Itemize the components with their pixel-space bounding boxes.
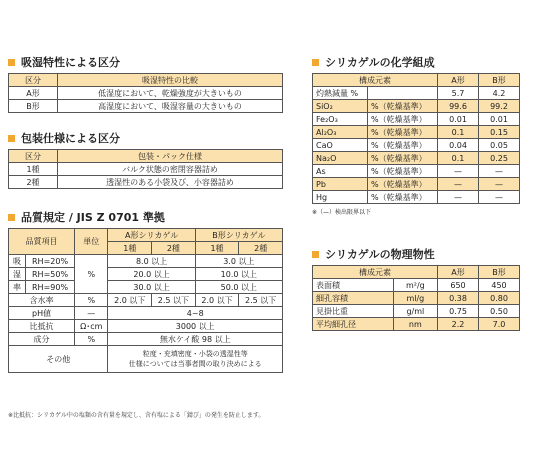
comp-unit: % — [75, 333, 108, 346]
rh-b-value: 3.0 以上 — [195, 255, 282, 268]
table-row — [9, 294, 283, 307]
chemical-note: ※（—）検出限界以下 — [312, 209, 372, 216]
table-row — [313, 191, 520, 204]
table-row — [9, 268, 283, 281]
table-row — [9, 176, 283, 189]
chemical-a-cell: — — [438, 178, 479, 191]
chemical-name-cell: As — [313, 165, 368, 178]
resist-label: 比抵抗 — [9, 320, 75, 333]
chemical-title-row — [312, 55, 520, 69]
rh-a-value: 30.0 以上 — [108, 281, 195, 294]
table-row — [313, 139, 520, 152]
table-row — [9, 100, 283, 113]
physical-b-cell: 7.0 — [479, 318, 520, 331]
packaging-cell: 1種 — [9, 163, 58, 176]
other-line-2: 仕様については当事者間の取り決めによる — [128, 360, 262, 368]
section-marker-icon — [8, 59, 15, 66]
quality-header-b2: 2種 — [239, 242, 283, 255]
physical-header-a: A形 — [438, 266, 479, 279]
absorption-title: 吸湿特性による区分 — [21, 56, 120, 69]
table-row — [9, 255, 283, 268]
comp-value: 無水ケイ酸 98 以上 — [108, 333, 283, 346]
physical-name-cell: 見掛比重 — [313, 305, 394, 318]
quality-header-a1: 1種 — [108, 242, 152, 255]
chemical-title: シリカゲルの化学組成 — [325, 56, 435, 69]
physical-b-cell: 450 — [479, 279, 520, 292]
chemical-section — [312, 55, 520, 216]
table-row — [313, 100, 520, 113]
chemical-basis-cell: %（乾燥基準） — [367, 165, 437, 178]
other-value — [108, 346, 283, 373]
chemical-b-cell: 99.2 — [479, 100, 520, 113]
packaging-section — [8, 131, 283, 189]
chemical-basis-cell: %（乾燥基準） — [367, 100, 437, 113]
chemical-name-cell: Al₂O₃ — [313, 126, 368, 139]
chemical-name-cell: 灼熱減量 % — [313, 87, 368, 100]
rh-label: RH=50% — [26, 268, 75, 281]
table-row — [313, 318, 520, 331]
table-row — [313, 87, 520, 100]
absorption-cell: 低湿度において、乾燥強度が大きいもの — [58, 87, 283, 100]
chemical-basis-cell: %（乾燥基準） — [367, 126, 437, 139]
water-value: 2.0 以下 — [108, 294, 152, 307]
table-row — [313, 126, 520, 139]
chemical-a-cell: — — [438, 191, 479, 204]
quality-header-a: A形シリカゲル — [108, 229, 195, 242]
water-label: 含水率 — [9, 294, 75, 307]
rh-label: RH=20% — [26, 255, 75, 268]
chemical-name-cell: Fe₂O₃ — [313, 113, 368, 126]
footnote-left: ※比抵抗：シリカゲル中の塩類の含有量を規定し、含有塩による「錆び」の発生を防止します。 — [8, 412, 265, 419]
table-row — [313, 152, 520, 165]
physical-unit-cell: nm — [393, 318, 437, 331]
chemical-name-cell: SiO₂ — [313, 100, 368, 113]
chemical-a-cell: 0.04 — [438, 139, 479, 152]
table-row — [9, 333, 283, 346]
packaging-cell: 透湿性のある小袋及び、小容器詰め — [58, 176, 283, 189]
quality-header-b1: 1種 — [195, 242, 239, 255]
table-row — [313, 305, 520, 318]
packaging-title-row — [8, 131, 283, 145]
physical-header-element: 構成元素 — [313, 266, 438, 279]
water-value: 2.0 以下 — [195, 294, 239, 307]
chemical-b-cell: — — [479, 165, 520, 178]
quality-section — [8, 210, 283, 373]
rh-a-value: 20.0 以上 — [108, 268, 195, 281]
quality-title: 品質規定 / JIS Z 0701 準拠 — [21, 211, 165, 224]
ph-unit: — — [75, 307, 108, 320]
physical-title-row — [312, 247, 520, 261]
resist-unit: Ω･cm — [75, 320, 108, 333]
table-row — [9, 163, 283, 176]
physical-a-cell: 650 — [438, 279, 479, 292]
physical-name-cell: 細孔容積 — [313, 292, 394, 305]
chemical-a-cell: 99.6 — [438, 100, 479, 113]
chemical-basis-cell: %（乾燥基準） — [367, 152, 437, 165]
chemical-header-b: B形 — [479, 74, 520, 87]
chemical-a-cell: — — [438, 165, 479, 178]
physical-a-cell: 0.75 — [438, 305, 479, 318]
physical-title: シリカゲルの物理物性 — [325, 248, 435, 261]
chemical-a-cell: 0.1 — [438, 152, 479, 165]
chemical-header-a: A形 — [438, 74, 479, 87]
chemical-b-cell: 4.2 — [479, 87, 520, 100]
chemical-a-cell: 0.1 — [438, 126, 479, 139]
chemical-b-cell: — — [479, 178, 520, 191]
physical-name-cell: 表面積 — [313, 279, 394, 292]
chemical-name-cell: Na₂O — [313, 152, 368, 165]
physical-unit-cell: m²/g — [393, 279, 437, 292]
absorption-section — [8, 55, 283, 113]
physical-a-cell: 0.38 — [438, 292, 479, 305]
table-row — [9, 307, 283, 320]
physical-unit-cell: g/ml — [393, 305, 437, 318]
chemical-b-cell: 0.01 — [479, 113, 520, 126]
quality-header-item: 品質項目 — [9, 229, 75, 255]
table-row — [9, 87, 283, 100]
physical-b-cell: 0.50 — [479, 305, 520, 318]
table-row — [313, 165, 520, 178]
table-row — [313, 292, 520, 305]
absorb-label-char: 吸 — [9, 255, 26, 268]
section-marker-icon — [312, 251, 319, 258]
absorption-cell: B形 — [9, 100, 58, 113]
chemical-a-cell: 5.7 — [438, 87, 479, 100]
quality-title-row — [8, 210, 283, 224]
quality-header-a2: 2種 — [152, 242, 196, 255]
section-marker-icon — [312, 59, 319, 66]
packaging-header-spec: 包装・パック仕様 — [58, 150, 283, 163]
rh-b-value: 10.0 以上 — [195, 268, 282, 281]
absorb-label-char: 湿 — [9, 268, 26, 281]
chemical-b-cell: 0.25 — [479, 152, 520, 165]
physical-unit-cell: ml/g — [393, 292, 437, 305]
table-row — [313, 178, 520, 191]
section-marker-icon — [8, 214, 15, 221]
absorb-label-char: 率 — [9, 281, 26, 294]
other-line-1: 粒度・充填密度・小袋の透湿性等 — [142, 350, 248, 358]
water-value: 2.5 以下 — [152, 294, 196, 307]
resist-value: 3000 以上 — [108, 320, 283, 333]
table-row — [313, 113, 520, 126]
comp-label: 成分 — [9, 333, 75, 346]
packaging-title: 包装仕様による区分 — [21, 132, 120, 145]
chemical-a-cell: 0.01 — [438, 113, 479, 126]
chemical-basis-cell: %（乾燥基準） — [367, 139, 437, 152]
ph-value: 4~8 — [108, 307, 283, 320]
chemical-b-cell: 0.15 — [479, 126, 520, 139]
water-unit: % — [75, 294, 108, 307]
other-label: その他 — [9, 346, 108, 373]
table-row — [9, 346, 283, 373]
water-value: 2.5 以下 — [239, 294, 283, 307]
section-marker-icon — [8, 135, 15, 142]
table-row — [9, 320, 283, 333]
physical-b-cell: 0.80 — [479, 292, 520, 305]
chemical-basis-cell: %（乾燥基準） — [367, 113, 437, 126]
table-row — [313, 279, 520, 292]
rh-b-value: 50.0 以上 — [195, 281, 282, 294]
physical-header-b: B形 — [479, 266, 520, 279]
table-row — [9, 281, 283, 294]
packaging-cell: 2種 — [9, 176, 58, 189]
packaging-header-class: 区分 — [9, 150, 58, 163]
chemical-basis-cell: %（乾燥基準） — [367, 191, 437, 204]
chemical-header-element: 構成元素 — [313, 74, 438, 87]
physical-section — [312, 247, 520, 331]
chemical-b-cell: — — [479, 191, 520, 204]
chemical-table — [312, 73, 520, 204]
quality-header-unit: 単位 — [75, 229, 108, 255]
chemical-name-cell: CaO — [313, 139, 368, 152]
packaging-cell: バルク状態の密閉容器詰め — [58, 163, 283, 176]
chemical-name-cell: Hg — [313, 191, 368, 204]
physical-a-cell: 2.2 — [438, 318, 479, 331]
absorption-table — [8, 73, 283, 113]
rh-unit: % — [75, 255, 108, 294]
rh-a-value: 8.0 以上 — [108, 255, 195, 268]
physical-name-cell: 平均細孔径 — [313, 318, 394, 331]
chemical-b-cell: 0.05 — [479, 139, 520, 152]
chemical-name-cell: Pb — [313, 178, 368, 191]
physical-table — [312, 265, 520, 331]
chemical-basis-cell — [367, 87, 437, 100]
chemical-basis-cell: %（乾燥基準） — [367, 178, 437, 191]
rh-label: RH=90% — [26, 281, 75, 294]
packaging-table — [8, 149, 283, 189]
quality-header-b: B形シリカゲル — [195, 229, 282, 242]
absorption-cell: 高湿度において、吸湿容量の大きいもの — [58, 100, 283, 113]
absorption-title-row — [8, 55, 283, 69]
absorption-cell: A形 — [9, 87, 58, 100]
absorption-header-class: 区分 — [9, 74, 58, 87]
ph-label: pH値 — [9, 307, 75, 320]
quality-table — [8, 228, 283, 373]
absorption-header-compare: 吸湿特性の比較 — [58, 74, 283, 87]
